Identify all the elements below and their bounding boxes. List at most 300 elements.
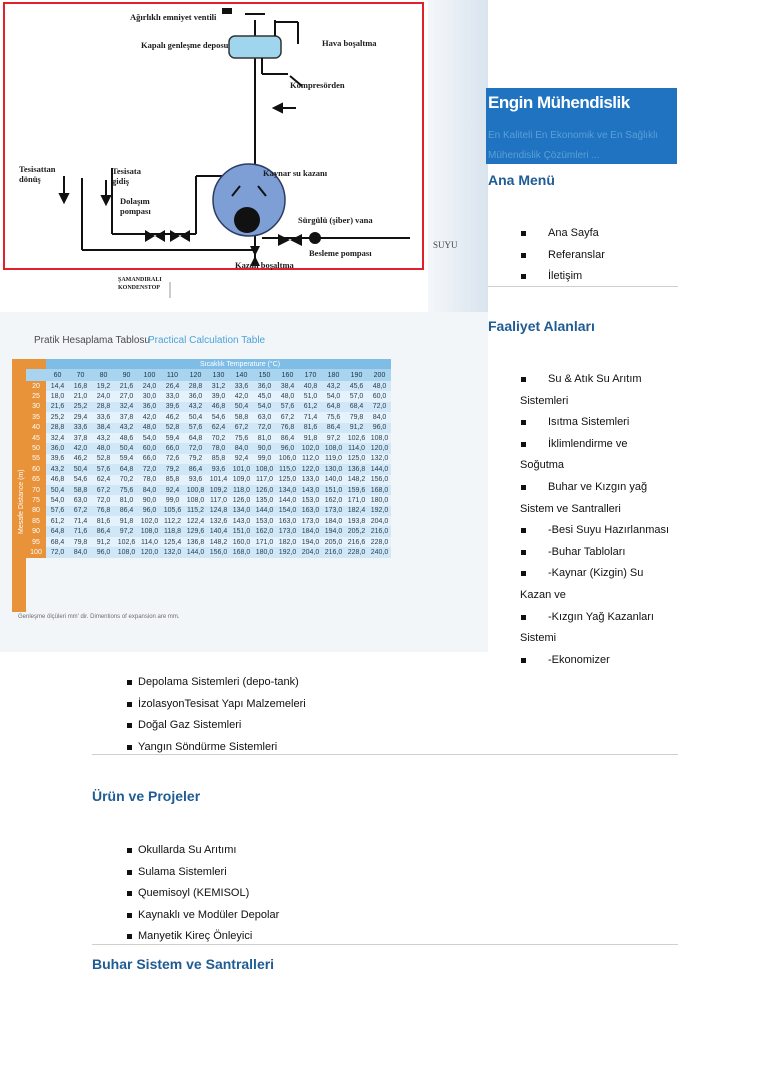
calc-value-cell: 54,0	[322, 391, 345, 401]
bullet-icon	[127, 913, 132, 918]
faaliyet-item[interactable]	[486, 650, 681, 672]
calc-value-cell: 153,0	[299, 495, 322, 505]
calc-distance-cell: 85	[26, 516, 46, 526]
bullet-icon	[521, 231, 526, 236]
calc-distance-cell: 70	[26, 485, 46, 495]
calc-value-cell: 90,0	[253, 443, 276, 453]
calc-value-cell: 154,0	[276, 506, 299, 516]
label-circulation-pump: Dolaşım pompası	[120, 196, 151, 216]
calc-value-cell: 112,0	[299, 454, 322, 464]
bullet-icon	[521, 253, 526, 258]
calc-value-cell: 168,0	[368, 485, 391, 495]
calc-value-cell: 43,2	[115, 423, 138, 433]
calc-distance-cell: 25	[26, 391, 46, 401]
calc-value-cell: 91,8	[299, 433, 322, 443]
calc-value-cell: 75,6	[115, 485, 138, 495]
calc-temp-cell: 160	[276, 369, 299, 381]
calc-value-cell: 64,8	[184, 433, 207, 443]
calc-value-cell: 118,8	[161, 526, 184, 536]
label-condensate: KONDENSTOP	[118, 285, 160, 291]
calc-value-cell: 45,6	[345, 381, 368, 391]
calc-value-cell: 108,0	[322, 443, 345, 453]
calc-value-cell: 33,0	[161, 391, 184, 401]
faaliyet-item-label: -Ekonomizer	[548, 653, 610, 666]
divider	[92, 944, 678, 945]
calc-value-cell: 70,2	[115, 475, 138, 485]
calc-value-cell: 40,8	[299, 381, 322, 391]
bullet-icon	[521, 615, 526, 620]
calc-temp-cell: 110	[161, 369, 184, 381]
calc-value-cell: 162,0	[322, 495, 345, 505]
calc-value-cell: 144,0	[276, 495, 299, 505]
calc-value-cell: 62,4	[207, 423, 230, 433]
calc-value-cell: 50,4	[184, 412, 207, 422]
calc-distance-cell: 30	[26, 402, 46, 412]
calc-title-en: Practical Calculation Table	[148, 335, 266, 346]
calc-value-cell: 184,0	[322, 516, 345, 526]
calc-value-cell: 125,0	[345, 454, 368, 464]
calc-value-cell: 26,4	[161, 381, 184, 391]
calc-value-cell: 163,0	[299, 506, 322, 516]
calc-value-cell: 151,0	[230, 526, 253, 536]
menu-item-iletisim[interactable]	[486, 266, 681, 288]
calc-value-cell: 102,6	[345, 433, 368, 443]
faaliyet-item-label: -Buhar Tabloları	[548, 545, 626, 558]
calc-temp-cell: 170	[299, 369, 322, 381]
calc-value-cell: 72,0	[138, 464, 161, 474]
calc-value-cell: 81,6	[92, 516, 115, 526]
calc-value-cell: 54,0	[253, 402, 276, 412]
calc-value-cell: 72,0	[46, 547, 69, 557]
calc-side-bar	[12, 359, 26, 612]
calc-row	[26, 475, 391, 485]
calc-value-cell: 72,0	[253, 423, 276, 433]
ana-menu-list	[486, 223, 681, 288]
calc-value-cell: 42,0	[138, 412, 161, 422]
brand-title[interactable]: Engin Mühendislik	[488, 93, 630, 112]
bullet-icon	[521, 658, 526, 663]
calc-row	[26, 443, 391, 453]
bullet-icon	[127, 891, 132, 896]
calc-value-cell: 67,2	[230, 423, 253, 433]
calc-value-cell: 29,4	[69, 412, 92, 422]
calc-value-cell: 38,4	[92, 423, 115, 433]
calc-value-cell: 50,4	[46, 485, 69, 495]
calc-row	[26, 516, 391, 526]
faaliyet-item-continuation[interactable]: Sistemi	[520, 632, 557, 645]
faaliyet-item[interactable]	[486, 434, 681, 456]
calc-row	[26, 412, 391, 422]
calc-value-cell: 140,0	[322, 475, 345, 485]
calc-value-cell: 28,8	[184, 381, 207, 391]
calc-value-cell: 135,0	[253, 495, 276, 505]
calc-value-cell: 163,0	[276, 516, 299, 526]
calc-value-cell: 102,6	[115, 537, 138, 547]
calc-value-cell: 102,0	[138, 516, 161, 526]
faaliyet-more-item[interactable]	[120, 715, 306, 737]
bullet-icon	[521, 571, 526, 576]
calc-temp-cell: 130	[207, 369, 230, 381]
calc-value-cell: 57,6	[92, 464, 115, 474]
calc-value-cell: 109,0	[230, 475, 253, 485]
faaliyet-item-label: Buhar ve Kızgın yağ	[548, 480, 648, 493]
calc-value-cell: 122,0	[299, 464, 322, 474]
calc-distance-cell: 95	[26, 537, 46, 547]
calc-value-cell: 205,0	[322, 537, 345, 547]
calc-value-cell: 39,6	[46, 454, 69, 464]
calc-value-cell: 25,2	[69, 402, 92, 412]
calc-value-cell: 228,0	[345, 547, 368, 557]
faaliyet-item-continuation[interactable]: Soğutma	[520, 459, 565, 472]
calc-value-cell: 240,0	[368, 547, 391, 557]
calc-note: Genleşme ölçüleri mm' dir. Dimentions of expansion are mm.	[18, 614, 180, 620]
calc-temp-cell: 180	[322, 369, 345, 381]
calc-value-cell: 85,8	[207, 454, 230, 464]
calc-value-cell: 86,4	[184, 464, 207, 474]
calc-value-cell: 118,0	[230, 485, 253, 495]
calc-value-cell: 60,0	[368, 391, 391, 401]
urun-item[interactable]	[120, 883, 279, 905]
calc-grid	[26, 359, 391, 558]
calc-value-cell: 92,4	[230, 454, 253, 464]
calc-value-cell: 97,2	[322, 433, 345, 443]
calc-value-cell: 192,0	[276, 547, 299, 557]
calc-value-cell: 85,8	[161, 475, 184, 485]
calc-distance-cell: 80	[26, 506, 46, 516]
faaliyet-item-continuation[interactable]: Kazan ve	[520, 588, 566, 601]
bullet-icon	[521, 550, 526, 555]
calc-value-cell: 42,0	[230, 391, 253, 401]
calc-value-cell: 133,0	[299, 475, 322, 485]
faaliyet-more-item[interactable]	[120, 672, 306, 694]
calc-temp-cell: 150	[253, 369, 276, 381]
calc-value-cell: 54,6	[69, 475, 92, 485]
calc-temp-cell: 200	[368, 369, 391, 381]
calc-value-cell: 67,2	[69, 506, 92, 516]
calc-distance-cell: 45	[26, 433, 46, 443]
calc-value-cell: 63,0	[253, 412, 276, 422]
bullet-icon	[127, 702, 132, 707]
calc-value-cell: 62,4	[92, 475, 115, 485]
calc-value-cell: 126,0	[230, 495, 253, 505]
calc-distance-cell: 20	[26, 381, 46, 391]
calc-row	[26, 433, 391, 443]
calc-value-cell: 108,0	[115, 547, 138, 557]
urun-item[interactable]	[120, 840, 279, 862]
calc-value-cell: 114,0	[138, 537, 161, 547]
calc-value-cell: 96,0	[138, 506, 161, 516]
label-from-compressor: Kompresörden	[290, 80, 345, 90]
calc-value-cell: 72,0	[368, 402, 391, 412]
calc-value-cell: 28,8	[92, 402, 115, 412]
calc-value-cell: 67,2	[276, 412, 299, 422]
calc-value-cell: 173,0	[276, 526, 299, 536]
urun-item-label: Okullarda Su Arıtımı	[138, 844, 237, 856]
faaliyet-item[interactable]	[486, 369, 681, 391]
faaliyet-list	[486, 369, 681, 671]
bullet-icon	[127, 745, 132, 750]
calc-value-cell: 64,8	[322, 402, 345, 412]
calc-value-cell: 18,0	[46, 391, 69, 401]
calc-value-cell: 129,6	[184, 526, 207, 536]
calc-value-cell: 57,6	[276, 402, 299, 412]
calc-value-cell: 76,8	[92, 506, 115, 516]
calc-value-cell: 102,0	[299, 443, 322, 453]
calc-row	[26, 391, 391, 401]
calc-value-cell: 46,2	[69, 454, 92, 464]
calc-value-cell: 92,4	[161, 485, 184, 495]
calc-value-cell: 91,2	[92, 537, 115, 547]
calc-value-cell: 63,0	[69, 495, 92, 505]
calc-value-cell: 28,8	[46, 423, 69, 433]
calc-value-cell: 36,0	[184, 391, 207, 401]
calc-value-cell: 43,2	[184, 402, 207, 412]
calc-value-cell: 43,2	[46, 464, 69, 474]
calc-row	[26, 402, 391, 412]
faaliyet-item-label: -Kaynar (Kizgin) Su	[548, 567, 644, 580]
label-float: ŞAMANDIRALI	[118, 277, 162, 283]
calc-value-cell: 125,4	[161, 537, 184, 547]
faaliyet-more-list	[120, 672, 306, 758]
calc-value-cell: 132,0	[368, 454, 391, 464]
calc-value-cell: 108,0	[253, 464, 276, 474]
calc-value-cell: 184,0	[299, 526, 322, 536]
calc-value-cell: 79,8	[345, 412, 368, 422]
calc-value-cell: 48,6	[115, 433, 138, 443]
calc-value-cell: 122,4	[184, 516, 207, 526]
faaliyet-more-item[interactable]	[120, 737, 306, 759]
calc-value-cell: 66,0	[138, 454, 161, 464]
menu-item-referanslar[interactable]	[486, 245, 681, 267]
calc-value-cell: 96,0	[92, 547, 115, 557]
faaliyet-item-continuation[interactable]: Sistem ve Santralleri	[520, 502, 621, 515]
calc-value-cell: 45,0	[253, 391, 276, 401]
calc-value-cell: 86,4	[322, 423, 345, 433]
calc-value-cell: 79,2	[184, 454, 207, 464]
calc-value-cell: 156,0	[207, 547, 230, 557]
calc-value-cell: 61,2	[299, 402, 322, 412]
calc-value-cell: 81,0	[115, 495, 138, 505]
calc-value-cell: 72,0	[184, 443, 207, 453]
calc-value-cell: 33,6	[69, 423, 92, 433]
calc-value-cell: 59,4	[161, 433, 184, 443]
calc-value-cell: 78,0	[207, 443, 230, 453]
faaliyet-item-continuation[interactable]: Sistemleri	[520, 394, 569, 407]
calc-value-cell: 93,6	[184, 475, 207, 485]
calc-value-cell: 39,6	[161, 402, 184, 412]
calc-value-cell: 58,8	[230, 412, 253, 422]
calc-value-cell: 57,6	[46, 506, 69, 516]
calc-temp-cell: 140	[230, 369, 253, 381]
calc-value-cell: 96,0	[276, 443, 299, 453]
calc-value-cell: 52,8	[92, 454, 115, 464]
calc-value-cell: 72,0	[92, 495, 115, 505]
urun-list	[120, 840, 279, 948]
calc-value-cell: 57,0	[345, 391, 368, 401]
calc-value-cell: 36,0	[253, 381, 276, 391]
calc-value-cell: 108,0	[138, 526, 161, 536]
calc-value-cell: 81,6	[299, 423, 322, 433]
urun-item[interactable]	[120, 905, 279, 927]
calc-value-cell: 37,8	[115, 412, 138, 422]
calc-value-cell: 173,0	[299, 516, 322, 526]
calc-value-cell: 216,0	[322, 547, 345, 557]
calc-value-cell: 124,8	[207, 506, 230, 516]
calc-value-cell: 100,8	[184, 485, 207, 495]
calc-value-cell: 36,0	[138, 402, 161, 412]
faaliyet-item[interactable]	[486, 563, 681, 585]
calc-distance-cell: 100	[26, 547, 46, 557]
bullet-icon	[521, 377, 526, 382]
calc-value-cell: 204,0	[368, 516, 391, 526]
urun-item[interactable]	[120, 862, 279, 884]
calc-value-cell: 27,0	[115, 391, 138, 401]
calc-value-cell: 134,0	[230, 506, 253, 516]
faaliyet-more-item[interactable]	[120, 694, 306, 716]
calc-value-cell: 136,8	[345, 464, 368, 474]
calc-value-cell: 60,0	[138, 443, 161, 453]
calc-value-cell: 151,0	[322, 485, 345, 495]
label-boiler: Kaynar su kazanı	[263, 168, 328, 178]
calc-value-cell: 78,0	[138, 475, 161, 485]
calc-value-cell: 70,2	[207, 433, 230, 443]
calc-value-cell: 90,0	[138, 495, 161, 505]
calc-value-cell: 96,0	[368, 423, 391, 433]
menu-item-ana-sayfa[interactable]	[486, 223, 681, 245]
bullet-icon	[127, 870, 132, 875]
calc-value-cell: 48,0	[276, 391, 299, 401]
calc-temp-row	[26, 369, 391, 381]
calc-value-cell: 194,0	[299, 537, 322, 547]
calc-value-cell: 43,2	[92, 433, 115, 443]
calc-value-cell: 108,0	[368, 433, 391, 443]
faaliyet-item-label: İklimlendirme ve	[548, 437, 628, 450]
calc-temp-cell: 80	[92, 369, 115, 381]
calc-value-cell: 72,6	[161, 454, 184, 464]
calc-value-cell: 58,8	[69, 485, 92, 495]
calc-value-cell: 37,8	[69, 433, 92, 443]
faaliyet-item-label: -Kızgın Yağ Kazanları	[548, 610, 654, 623]
calc-value-cell: 216,0	[368, 526, 391, 536]
calc-value-cell: 64,8	[46, 526, 69, 536]
calc-row	[26, 526, 391, 536]
calc-value-cell: 86,4	[276, 433, 299, 443]
faaliyet-item[interactable]	[486, 477, 681, 499]
calc-value-cell: 144,0	[253, 506, 276, 516]
bullet-icon	[521, 442, 526, 447]
calc-value-cell: 136,8	[184, 537, 207, 547]
faaliyet-item[interactable]	[486, 542, 681, 564]
faaliyet-item[interactable]	[486, 607, 681, 629]
calc-value-cell: 117,0	[207, 495, 230, 505]
menu-item-label: Referanslar	[548, 248, 605, 261]
calc-value-cell: 48,0	[92, 443, 115, 453]
faaliyet-item[interactable]	[486, 412, 681, 434]
bullet-icon	[127, 848, 132, 853]
urun-item-label: Kaynaklı ve Modüler Depolar	[138, 908, 280, 921]
calc-value-cell: 21,6	[115, 381, 138, 391]
calc-row	[26, 454, 391, 464]
calc-value-cell: 16,8	[69, 381, 92, 391]
calc-value-cell: 33,6	[92, 412, 115, 422]
calc-value-cell: 32,4	[46, 433, 69, 443]
calc-value-cell: 180,0	[368, 495, 391, 505]
calc-value-cell: 64,8	[115, 464, 138, 474]
calc-distance-cell: 35	[26, 412, 46, 422]
label-expansion-tank: Kapalı genleşme deposu	[141, 40, 229, 50]
calc-value-cell: 75,6	[322, 412, 345, 422]
calc-temp-cell: 70	[69, 369, 92, 381]
calc-value-cell: 68,4	[345, 402, 368, 412]
calc-distance-cell: 75	[26, 495, 46, 505]
calc-value-cell: 153,0	[253, 516, 276, 526]
calc-value-cell: 19,2	[92, 381, 115, 391]
urun-item-label: Quemisoyl (KEMISOL)	[138, 887, 250, 900]
label-supply: Tesisata gidiş	[112, 166, 141, 186]
calc-value-cell: 43,2	[322, 381, 345, 391]
faaliyet-item[interactable]	[486, 520, 681, 542]
calc-value-cell: 182,4	[345, 506, 368, 516]
calc-value-cell: 126,0	[253, 485, 276, 495]
calc-value-cell: 115,0	[276, 464, 299, 474]
calc-value-cell: 84,0	[138, 485, 161, 495]
faaliyet-more-item-label: Depolama Sistemleri (depo-tank)	[138, 676, 299, 688]
calc-value-cell: 46,8	[207, 402, 230, 412]
calc-value-cell: 84,0	[230, 443, 253, 453]
calc-row	[26, 537, 391, 547]
bullet-icon	[521, 528, 526, 533]
calc-value-cell: 117,0	[253, 475, 276, 485]
bullet-icon	[521, 274, 526, 279]
calc-distance-cell: 65	[26, 475, 46, 485]
calc-distance-cell: 60	[26, 464, 46, 474]
faaliyet-more-item-label: Yangın Söndürme Sistemleri	[138, 740, 278, 753]
calc-value-cell: 109,2	[207, 485, 230, 495]
calc-row	[26, 485, 391, 495]
calc-value-cell: 192,0	[368, 506, 391, 516]
calc-value-cell: 144,0	[184, 547, 207, 557]
calc-value-cell: 205,2	[345, 526, 368, 536]
calc-distance-cell: 50	[26, 443, 46, 453]
bullet-icon	[521, 485, 526, 490]
calc-temp-cell: 90	[115, 369, 138, 381]
divider	[92, 754, 678, 755]
calc-value-cell: 39,0	[207, 391, 230, 401]
urun-item-label: Sulama Sistemleri	[138, 865, 227, 878]
calc-value-cell: 193,8	[345, 516, 368, 526]
urun-item-label: Manyetik Kireç Önleyici	[138, 930, 253, 943]
label-safety-valve: Ağırlıklı emniyet ventili	[130, 12, 217, 22]
brand-box	[486, 88, 677, 164]
calc-value-cell: 59,4	[115, 454, 138, 464]
bullet-icon	[127, 934, 132, 939]
calc-value-cell: 48,0	[138, 423, 161, 433]
calc-value-cell: 119,0	[322, 454, 345, 464]
calc-value-cell: 36,0	[46, 443, 69, 453]
label-suyu: SUYU	[433, 240, 458, 250]
calculation-table-image	[0, 312, 488, 652]
calc-value-cell: 204,0	[299, 547, 322, 557]
calc-value-cell: 132,0	[161, 547, 184, 557]
calc-value-cell: 71,6	[69, 526, 92, 536]
calc-row	[26, 381, 391, 391]
calc-value-cell: 112,2	[161, 516, 184, 526]
calc-value-cell: 86,4	[92, 526, 115, 536]
calc-value-cell: 14,4	[46, 381, 69, 391]
faaliyet-item-label: Isıtma Sistemleri	[548, 416, 630, 429]
faaliyet-item-label: -Besi Suyu Hazırlanması	[548, 524, 670, 537]
calc-corner-cell	[26, 369, 46, 381]
